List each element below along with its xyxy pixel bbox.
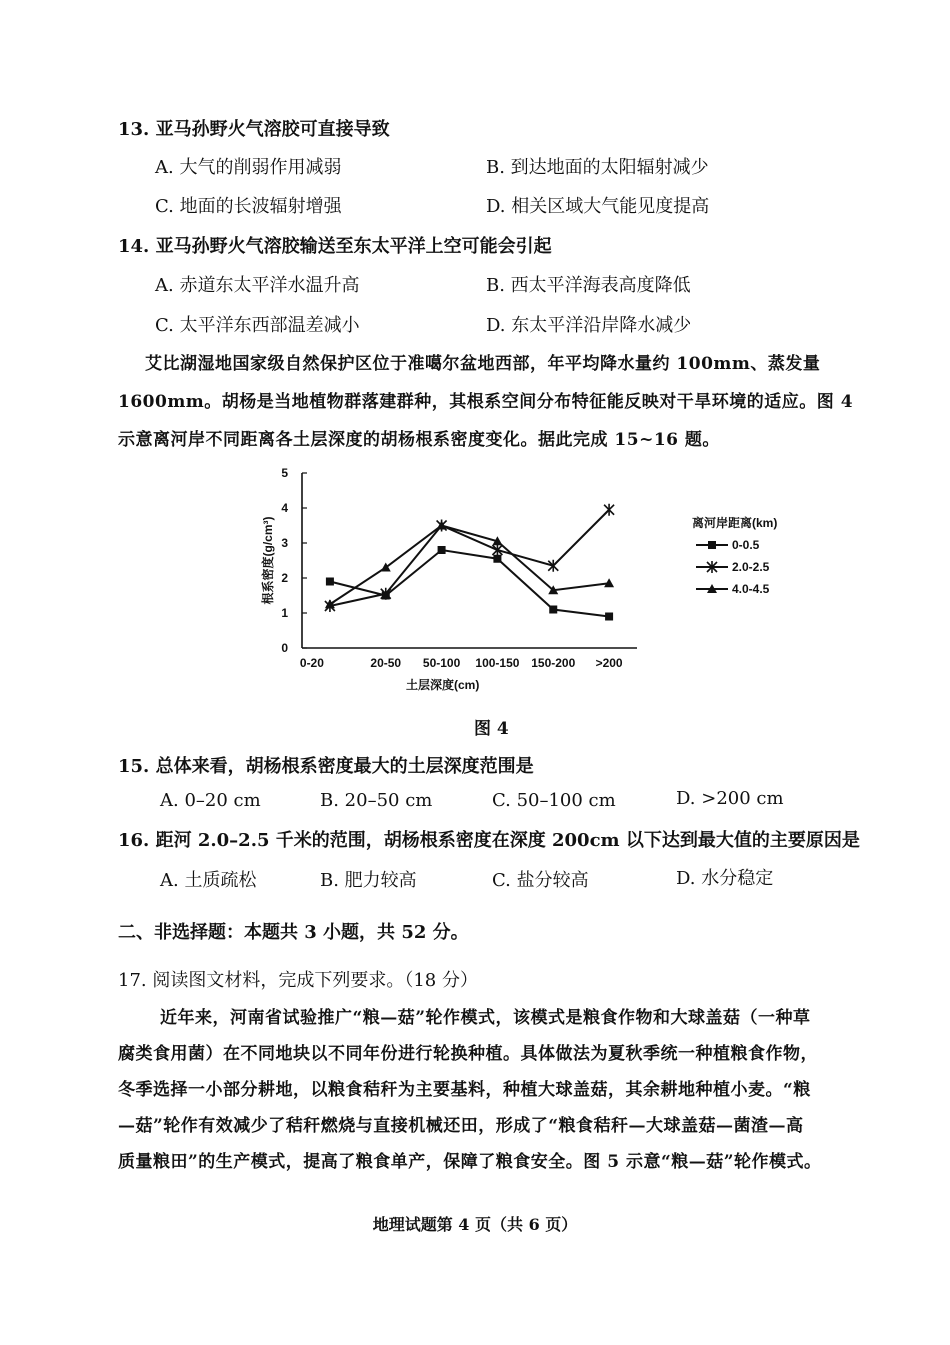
passage-line-2: 1600mm。胡杨是当地植物群落建群种，其根系空间分布特征能反映对干旱环境的适应。图 4: [118, 392, 854, 412]
passage-line-3: 示意离河岸不同距离各土层深度的胡杨根系密度变化。据此完成 15~16 题。: [118, 430, 720, 450]
legend-label: 0-0.5: [732, 538, 760, 552]
question-15-option-a: A. 0–20 cm: [160, 790, 261, 811]
question-13-option-b: B. 到达地面的太阳辐射减少: [486, 157, 709, 178]
question-16-option-b: B. 肥力较高: [320, 870, 417, 891]
question-16-option-a: A. 土质疏松: [160, 870, 257, 891]
data-point-4.0-4.5: [325, 599, 335, 608]
question-17-line-1: 近年来，河南省试验推广“粮—菇”轮作模式，该模式是粮食作物和大球盖菇（一种草: [160, 1008, 811, 1028]
legend-title: 离河岸距离(km): [692, 516, 778, 530]
question-17-line-3: 冬季选择一小部分耕地，以粮食秸秆为主要基料，种植大球盖菇，其余耕地种植小麦。“粮: [118, 1080, 811, 1100]
page-footer: 地理试题第 4 页（共 6 页）: [372, 1215, 578, 1234]
x-tick-label: 150-200: [531, 656, 576, 670]
x-tick-label: >200: [595, 656, 623, 670]
x-axis-title: 土层深度(cm): [406, 678, 480, 692]
data-point-0-0.5: [438, 546, 446, 554]
question-17-line-2: 腐类食用菌）在不同地块以不同年份进行轮换种植。具体做法为夏秋季统一种植粮食作物，: [118, 1044, 818, 1064]
y-tick-label: 1: [281, 606, 288, 620]
question-15-option-c: C. 50–100 cm: [492, 790, 616, 811]
x-tick-label: 0-20: [299, 656, 324, 670]
x-tick-label: 50-100: [422, 656, 461, 670]
question-13-option-d: D. 相关区域大气能见度提高: [486, 196, 710, 217]
y-tick-label: 0: [281, 641, 288, 655]
y-tick-label: 3: [281, 536, 288, 550]
question-16-option-c: C. 盐分较高: [492, 870, 589, 891]
y-tick-label: 2: [281, 571, 288, 585]
question-14-option-a: A. 赤道东太平洋水温升高: [155, 275, 360, 296]
question-14-stem: 14. 亚马孙野火气溶胶输送至东太平洋上空可能会引起: [118, 236, 552, 257]
question-17-line-5: 质量粮田”的生产模式，提高了粮食单产，保障了粮食安全。图 5 示意“粮—菇”轮作模式。: [118, 1152, 822, 1172]
y-axis-title: 根系密度(g/cm³): [261, 516, 275, 605]
question-17-line-4: —菇”轮作有效减少了秸秆燃烧与直接机械还田，形成了“粮食秸秆—大球盖菇—菌渣—高: [118, 1116, 804, 1136]
series-line-0-0.5: [330, 550, 609, 617]
question-13-option-c: C. 地面的长波辐射增强: [155, 196, 342, 217]
legend-marker-0-0.5: [708, 541, 716, 549]
question-14-option-d: D. 东太平洋沿岸降水减少: [486, 315, 692, 336]
question-15-stem: 15. 总体来看，胡杨根系密度最大的土层深度范围是: [118, 756, 534, 777]
data-point-2.0-2.5: [604, 504, 614, 516]
root-density-chart: [240, 455, 800, 710]
question-14-option-b: B. 西太平洋海表高度降低: [486, 275, 691, 296]
data-point-0-0.5: [605, 613, 613, 621]
y-tick-label: 5: [281, 466, 288, 480]
question-13-option-a: A. 大气的削弱作用减弱: [155, 157, 342, 178]
question-15-option-b: B. 20–50 cm: [320, 790, 433, 811]
question-17-stem: 17. 阅读图文材料，完成下列要求。（18 分）: [118, 970, 478, 991]
data-point-0-0.5: [549, 606, 557, 614]
section-2-heading: 二、非选择题：本题共 3 小题，共 52 分。: [118, 922, 469, 943]
question-16-stem: 16. 距河 2.0–2.5 千米的范围，胡杨根系密度在深度 200cm 以下达到最大值的主要原因是: [118, 830, 860, 851]
legend-label: 4.0-4.5: [732, 582, 770, 596]
passage-line-1: 艾比湖湿地国家级自然保护区位于准噶尔盆地西部，年平均降水量约 100mm、蒸发量: [145, 354, 821, 374]
figure-4-caption: 图 4: [474, 719, 509, 739]
question-13-stem: 13. 亚马孙野火气溶胶可直接导致: [118, 119, 390, 140]
legend-label: 2.0-2.5: [732, 560, 770, 574]
question-16-option-d: D. 水分稳定: [676, 868, 774, 889]
x-tick-label: 20-50: [370, 656, 402, 670]
x-tick-label: 100-150: [475, 656, 520, 670]
question-14-option-c: C. 太平洋东西部温差减小: [155, 315, 360, 336]
data-point-0-0.5: [326, 578, 334, 586]
y-tick-label: 4: [281, 501, 288, 515]
question-15-option-d: D. >200 cm: [676, 788, 784, 809]
